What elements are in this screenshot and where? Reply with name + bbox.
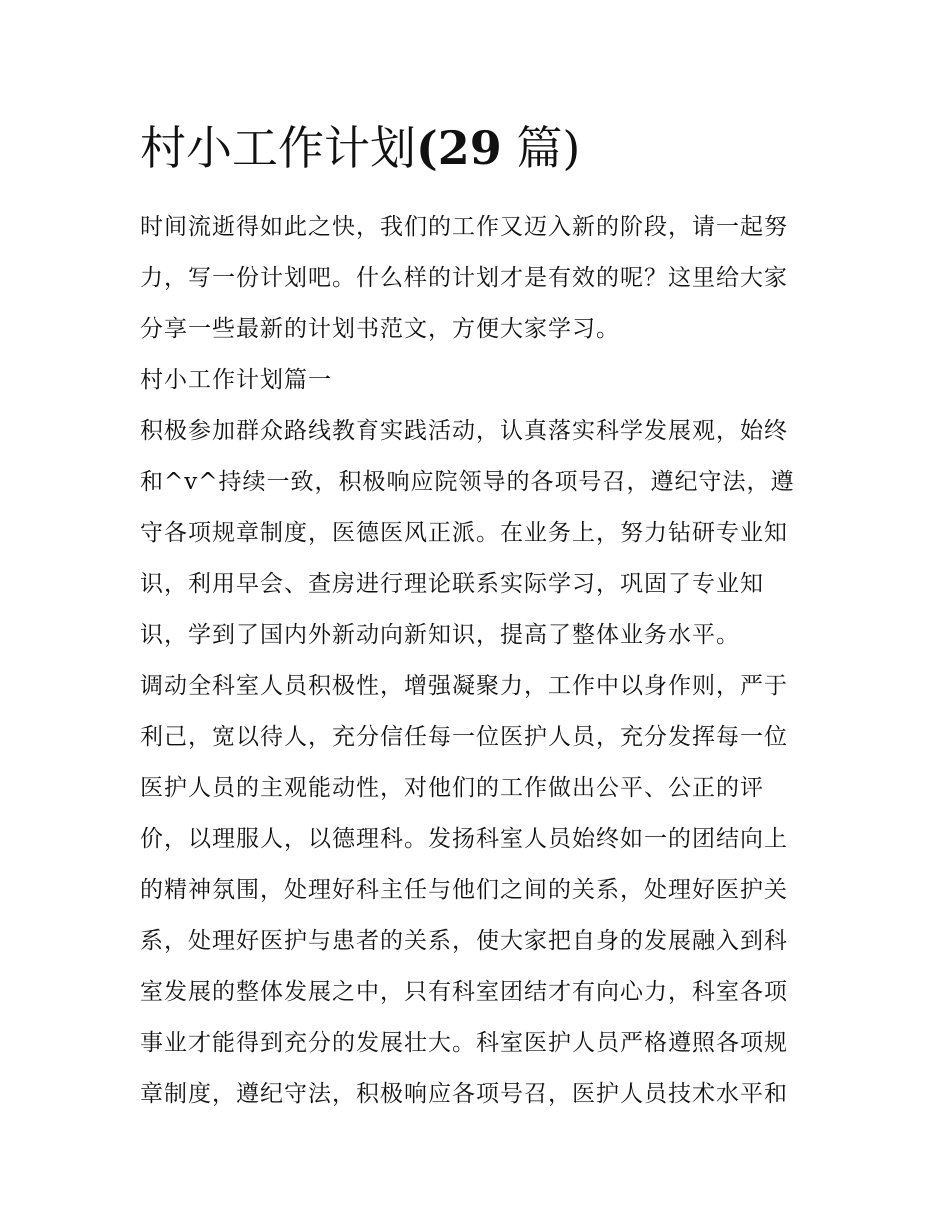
text-line: 价，以理服人，以德理科。发扬科室人员始终如一的团结向上 — [140, 826, 788, 852]
text-line: 系，处理好医护与患者的关系，使大家把自身的发展融入到科 — [140, 928, 788, 954]
title-suffix: 篇) — [516, 121, 581, 175]
text-line: 分享一些最新的计划书范文，方便大家学习。 — [140, 316, 620, 342]
text-line: 医护人员的主观能动性，对他们的工作做出公平、公正的评 — [140, 775, 764, 801]
document-body — [140, 202, 820, 1120]
text-line: 事业才能得到充分的发展壮大。科室医护人员严格遵照各项规 — [140, 1030, 788, 1056]
text-line: 识，利用早会、查房进行理论联系实际学习，巩固了专业知 — [140, 571, 764, 597]
text-line: 的精神氛围，处理好科主任与他们之间的关系，处理好医护关 — [140, 877, 788, 903]
title-number: (29 — [416, 121, 502, 175]
text-line: 力，写一份计划吧。什么样的计划才是有效的呢？这里给大家 — [140, 265, 788, 291]
text-line: 调动全科室人员积极性，增强凝聚力，工作中以身作则，严于 — [140, 673, 788, 699]
text-line: 识，学到了国内外新动向新知识，提高了整体业务水平。 — [140, 622, 740, 648]
text-line: 守各项规章制度，医德医风正派。在业务上，努力钻研专业知 — [140, 520, 788, 546]
text-line: 时间流逝得如此之快，我们的工作又迈入新的阶段，请一起努 — [140, 214, 788, 240]
document-page — [140, 112, 820, 1120]
text-line: 室发展的整体发展之中，只有科室团结才有向心力，科室各项 — [140, 979, 788, 1005]
text-line: 积极参加群众路线教育实践活动，认真落实科学发展观，始终 — [140, 418, 788, 444]
text-line: 章制度，遵纪守法，积极响应各项号召，医护人员技术水平和 — [140, 1081, 788, 1107]
title-prefix: 村小工作计划 — [140, 121, 416, 175]
title-space — [502, 121, 517, 175]
text-line: 和^v^持续一致，积极响应院领导的各项号召，遵纪守法，遵 — [140, 469, 795, 495]
section-heading: 村小工作计划篇一 — [140, 367, 332, 393]
text-line: 利己，宽以待人，充分信任每一位医护人员，充分发挥每一位 — [140, 724, 788, 750]
document-title — [140, 112, 820, 184]
